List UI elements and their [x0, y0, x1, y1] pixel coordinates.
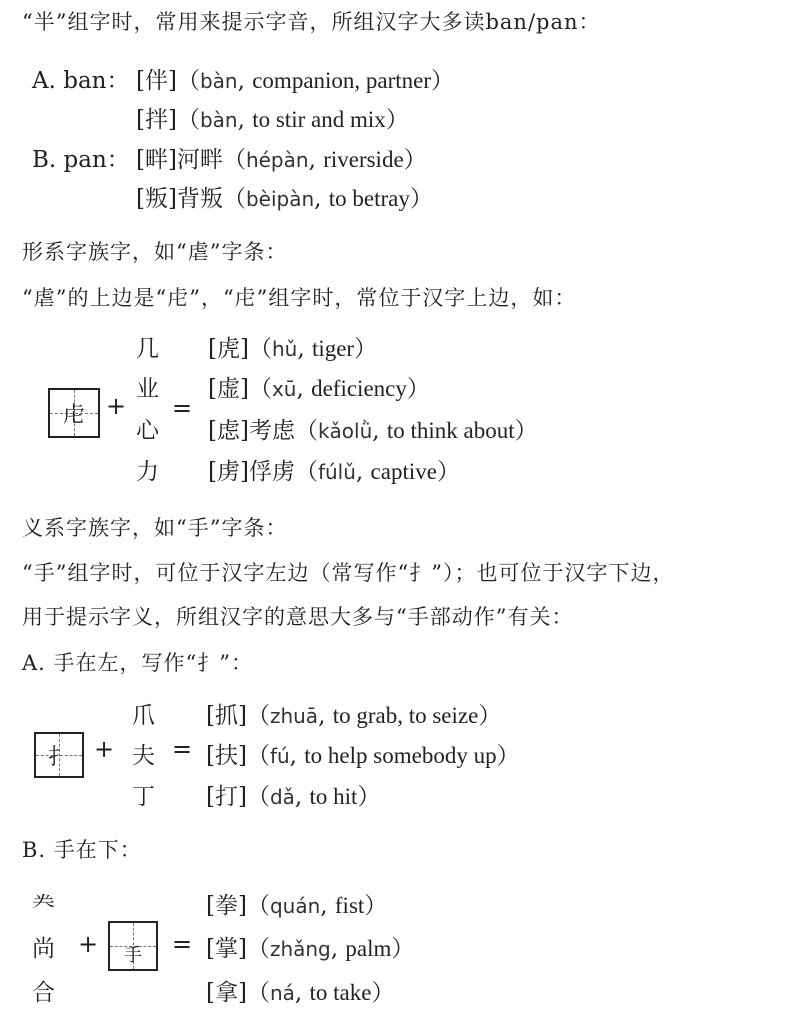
plus-sign: +: [106, 392, 127, 420]
bracket-char: [拳]: [206, 893, 247, 919]
bracket-char: [打]: [206, 784, 247, 810]
bracket-char: [伴]: [136, 68, 177, 94]
gloss: deficiency: [311, 376, 407, 401]
section-label: B. 手在下：: [22, 838, 142, 862]
pinyin: ná: [269, 981, 295, 1005]
gloss: to think about: [386, 418, 515, 443]
gloss: companion, partner: [252, 68, 432, 93]
bracket-char: [扶]: [206, 743, 247, 769]
example-row: [虏]俘虏（fúlǔ, captive）: [208, 459, 460, 485]
example-word: 河畔: [176, 147, 223, 173]
bracket-char: [掌]: [206, 936, 247, 962]
pinyin: quán: [269, 894, 321, 918]
component: 合: [32, 980, 55, 1006]
component: 几: [136, 336, 159, 362]
example-row: [拳]（quán, fist）: [206, 893, 388, 919]
component: 爪: [132, 703, 155, 729]
gloss: to take: [309, 980, 372, 1005]
component: 夫: [132, 743, 155, 769]
box-glyph: 虍: [62, 402, 85, 428]
example-row: [畔]河畔（hépàn, riverside）: [136, 147, 427, 173]
meaning-family-desc: 用于提示字义，所组汉字的意思大多与“手部动作”有关：: [22, 605, 574, 629]
bracket-char: [虎]: [208, 336, 249, 362]
section-label: A. 手在左，写作“扌”：: [22, 651, 253, 675]
gloss: tiger: [311, 336, 355, 361]
example-row: [扶]（fú, to help somebody up）: [206, 743, 520, 769]
gloss: to betray: [328, 186, 410, 211]
component-box: [108, 921, 158, 971]
gloss: riverside: [323, 147, 404, 172]
gloss: to help somebody up: [304, 743, 497, 768]
pinyin: hépàn: [245, 148, 309, 172]
pinyin: hǔ: [271, 337, 298, 361]
equals-sign: =: [172, 930, 193, 958]
ban-label: A. ban：: [32, 68, 130, 94]
component: 尚: [32, 936, 55, 962]
gloss: palm: [345, 936, 392, 961]
pan-label: B. pan：: [32, 147, 130, 173]
gloss: fist: [334, 893, 365, 918]
pinyin: bèipàn: [245, 187, 315, 211]
intro-line: “半”组字时，常用来提示字音，所组汉字大多读ban/pan：: [22, 10, 601, 34]
example-row: [叛]背叛（bèipàn, to betray）: [136, 186, 433, 212]
equals-sign: =: [172, 394, 193, 422]
gloss: to grab, to seize: [332, 703, 479, 728]
pinyin: kǎolǜ: [317, 419, 373, 443]
bracket-char: [拌]: [136, 107, 177, 133]
component: 丁: [132, 784, 155, 810]
gloss: to stir and mix: [252, 107, 386, 132]
bracket-char: [虑]: [208, 418, 249, 444]
pinyin: xū: [271, 377, 297, 401]
component: 业: [136, 376, 159, 402]
bracket-char: [畔]: [136, 147, 177, 173]
plus-sign: +: [78, 930, 99, 958]
box-glyph: 扌: [47, 744, 70, 770]
gloss: to hit: [309, 784, 358, 809]
meaning-family-title: 义系字族字，如“手”字条：: [22, 516, 288, 540]
component: 心: [136, 418, 159, 444]
shape-family-desc: “虐”的上边是“虍”，“虍”组字时，常位于汉字上边，如：: [22, 286, 577, 310]
example-row: [伴]（bàn, companion, partner）: [136, 68, 455, 94]
component-box: [34, 732, 84, 778]
example-word: 俘虏: [248, 459, 295, 485]
example-row: [拿]（ná, to take）: [206, 980, 395, 1006]
plus-sign: +: [94, 735, 115, 763]
meaning-family-desc: “手”组字时，可位于汉字左边（常写作“扌”）；也可位于汉字下边，: [22, 561, 675, 585]
pinyin: fú: [269, 744, 290, 768]
pinyin: fúlǔ: [317, 460, 356, 484]
example-word: 背叛: [176, 186, 223, 212]
bracket-char: [叛]: [136, 186, 177, 212]
example-row: [抓]（zhuā, to grab, to seize）: [206, 703, 502, 729]
example-row: [虚]（xū, deficiency）: [208, 376, 430, 402]
example-row: [拌]（bàn, to stir and mix）: [136, 107, 409, 133]
bracket-char: [抓]: [206, 703, 247, 729]
example-row: [虑]考虑（kǎolǜ, to think about）: [208, 418, 538, 444]
bracket-char: [虏]: [208, 459, 249, 485]
example-word: 考虑: [248, 418, 295, 444]
pinyin: zhuā: [269, 704, 319, 728]
gloss: captive: [370, 459, 437, 484]
component-box: [48, 388, 100, 438]
pinyin: zhǎng: [269, 937, 331, 961]
example-row: [虎]（hǔ, tiger）: [208, 336, 378, 362]
component: 力: [136, 459, 159, 485]
component: 龹: [32, 893, 55, 919]
pinyin: bàn: [199, 69, 238, 93]
shape-family-title: 形系字族字，如“虐”字条：: [22, 240, 288, 264]
example-row: [打]（dǎ, to hit）: [206, 784, 381, 810]
example-row: [掌]（zhǎng, palm）: [206, 936, 415, 962]
bracket-char: [拿]: [206, 980, 247, 1006]
box-glyph: 手: [124, 945, 142, 966]
equals-sign: =: [172, 735, 193, 763]
pinyin: bàn: [199, 108, 238, 132]
bracket-char: [虚]: [208, 376, 249, 402]
pinyin: dǎ: [269, 785, 295, 809]
